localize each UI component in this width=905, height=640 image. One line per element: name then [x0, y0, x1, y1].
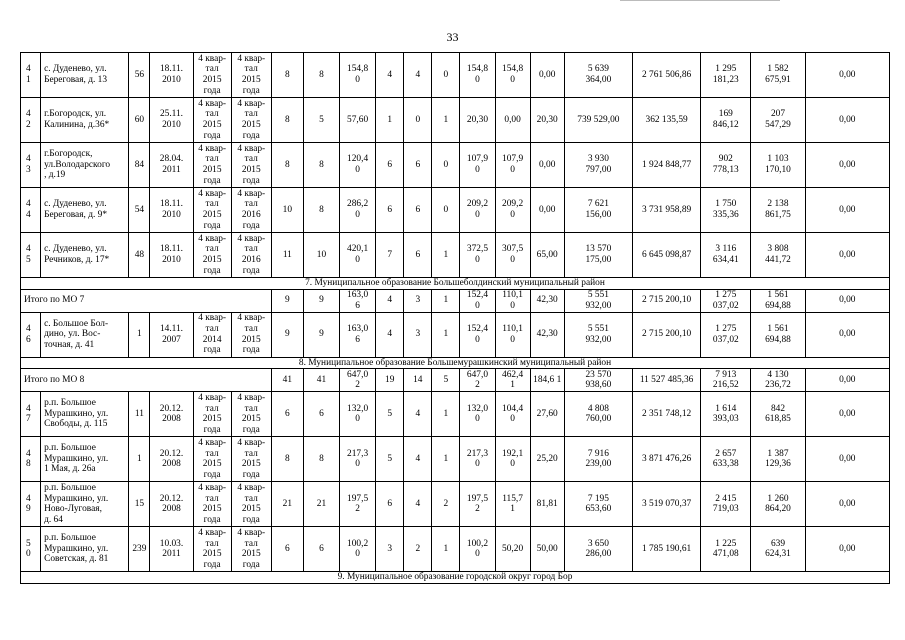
cell-c17: 1 295 181,23 — [701, 53, 751, 98]
cell-c7: 10 — [303, 233, 339, 278]
row-number: 4 5 — [21, 233, 41, 278]
actual-date-cell: 4 квар- тал 2016 года — [231, 233, 271, 278]
cell-c12: 132,0 0 — [460, 392, 495, 437]
cell-c19: 0,00 — [805, 392, 889, 437]
cell-c17: 902 778,13 — [701, 143, 751, 188]
table-row — [21, 392, 890, 437]
cell-c13: 110,1 0 — [495, 312, 530, 357]
row-number: 5 0 — [21, 527, 41, 572]
cell-c6: 9 — [271, 289, 303, 312]
cell-c11: 2 — [432, 482, 460, 527]
cell-c10: 4 — [404, 437, 432, 482]
cell-c13: 154,8 0 — [495, 53, 530, 98]
cell-c13: 462,4 1 — [495, 369, 530, 392]
cell-c8: 132,0 0 — [340, 392, 376, 437]
build-year-cell: 15 — [129, 482, 150, 527]
cell-c17: 1 750 335,36 — [701, 188, 751, 233]
emergency-date-cell: 25.11. 2010 — [150, 98, 193, 143]
cell-c19: 0,00 — [805, 437, 889, 482]
emergency-date-cell: 20.12. 2008 — [150, 482, 193, 527]
cell-c19: 0,00 — [805, 98, 889, 143]
cell-c6: 21 — [271, 482, 303, 527]
cell-c14: 25,20 — [530, 437, 564, 482]
cell-c11: 1 — [432, 233, 460, 278]
cell-c8: 100,2 0 — [340, 527, 376, 572]
cell-c8: 57,60 — [340, 98, 376, 143]
cell-c7: 9 — [303, 312, 339, 357]
cell-c10: 6 — [404, 233, 432, 278]
cell-c16: 6 645 098,87 — [632, 233, 700, 278]
cell-c14: 20,30 — [530, 98, 564, 143]
cell-c13: 307,5 0 — [495, 233, 530, 278]
cell-c15: 7 916 239,00 — [564, 437, 632, 482]
cell-c11: 0 — [432, 188, 460, 233]
cell-c17: 1 225 471,08 — [701, 527, 751, 572]
cell-c18: 207 547,29 — [751, 98, 805, 143]
section-title: 8. Муниципальное образование Большемурашкинский муниципальный район — [21, 357, 890, 369]
cell-c16: 2 351 748,12 — [632, 392, 700, 437]
address-cell: г.Богородск, ул. Калинина, д.36* — [41, 98, 129, 143]
build-year-cell: 1 — [129, 437, 150, 482]
table-row — [21, 437, 890, 482]
cell-c9: 19 — [376, 369, 404, 392]
table-row — [21, 312, 890, 357]
cell-c11: 0 — [432, 143, 460, 188]
build-year-cell: 56 — [129, 53, 150, 98]
address-cell: с. Дуденево, ул. Речников, д. 17* — [41, 233, 129, 278]
build-year-cell: 48 — [129, 233, 150, 278]
cell-c11: 1 — [432, 98, 460, 143]
table-row — [21, 482, 890, 527]
cell-c6: 6 — [271, 392, 303, 437]
total-label: Итого по МО 8 — [21, 369, 272, 392]
cell-c17: 7 913 216,52 — [701, 369, 751, 392]
cell-c7: 21 — [303, 482, 339, 527]
cell-c10: 6 — [404, 143, 432, 188]
cell-c19: 0,00 — [805, 482, 889, 527]
cell-c11: 5 — [432, 369, 460, 392]
housing-program-table — [20, 52, 890, 584]
cell-c16: 2 715 200,10 — [632, 312, 700, 357]
cell-c6: 9 — [271, 312, 303, 357]
cell-c7: 41 — [303, 369, 339, 392]
cell-c7: 5 — [303, 98, 339, 143]
cell-c10: 4 — [404, 392, 432, 437]
build-year-cell: 239 — [129, 527, 150, 572]
planned-date-cell: 4 квар- тал 2015 года — [193, 437, 231, 482]
cell-c19: 0,00 — [805, 53, 889, 98]
cell-c16: 3 731 958,89 — [632, 188, 700, 233]
cell-c8: 217,3 0 — [340, 437, 376, 482]
cell-c9: 5 — [376, 437, 404, 482]
cell-c9: 6 — [376, 482, 404, 527]
row-number: 4 6 — [21, 312, 41, 357]
cell-c15: 23 570 938,60 — [564, 369, 632, 392]
cell-c7: 8 — [303, 143, 339, 188]
cell-c18: 1 561 694,88 — [751, 312, 805, 357]
cell-c19: 0,00 — [805, 233, 889, 278]
cell-c12: 217,3 0 — [460, 437, 495, 482]
cell-c13: 0,00 — [495, 98, 530, 143]
cell-c15: 5 639 364,00 — [564, 53, 632, 98]
row-number: 4 2 — [21, 98, 41, 143]
cell-c14: 81,81 — [530, 482, 564, 527]
address-cell: р.п. Большое Мурашкино, ул. Свободы, д. 115 — [41, 392, 129, 437]
cell-c15: 4 808 760,00 — [564, 392, 632, 437]
cell-c16: 1 785 190,61 — [632, 527, 700, 572]
row-number: 4 7 — [21, 392, 41, 437]
table-row — [21, 53, 890, 98]
build-year-cell: 1 — [129, 312, 150, 357]
cell-c14: 0,00 — [530, 188, 564, 233]
cell-c15: 7 195 653,60 — [564, 482, 632, 527]
cell-c14: 65,00 — [530, 233, 564, 278]
cell-c8: 163,0 6 — [340, 289, 376, 312]
actual-date-cell: 4 квар- тал 2015 года — [231, 98, 271, 143]
cell-c13: 107,9 0 — [495, 143, 530, 188]
cell-c14: 42,30 — [530, 312, 564, 357]
cell-c14: 184,6 1 — [530, 369, 564, 392]
cell-c10: 4 — [404, 482, 432, 527]
emergency-date-cell: 18.11. 2010 — [150, 233, 193, 278]
cell-c7: 8 — [303, 53, 339, 98]
cell-c17: 169 846,12 — [701, 98, 751, 143]
cell-c6: 41 — [271, 369, 303, 392]
planned-date-cell: 4 квар- тал 2015 года — [193, 233, 231, 278]
cell-c8: 120,4 0 — [340, 143, 376, 188]
cell-c8: 197,5 2 — [340, 482, 376, 527]
section-header-row — [21, 278, 890, 290]
actual-date-cell: 4 квар- тал 2015 года — [231, 437, 271, 482]
cell-c12: 154,8 0 — [460, 53, 495, 98]
actual-date-cell: 4 квар- тал 2016 года — [231, 188, 271, 233]
cell-c14: 0,00 — [530, 143, 564, 188]
cell-c13: 192,1 0 — [495, 437, 530, 482]
cell-c18: 4 130 236,72 — [751, 369, 805, 392]
total-label: Итого по МО 7 — [21, 289, 272, 312]
row-number: 4 4 — [21, 188, 41, 233]
emergency-date-cell: 10.03. 2011 — [150, 527, 193, 572]
cell-c12: 152,4 0 — [460, 312, 495, 357]
planned-date-cell: 4 квар- тал 2015 года — [193, 188, 231, 233]
cell-c15: 7 621 156,00 — [564, 188, 632, 233]
cell-c9: 4 — [376, 53, 404, 98]
cell-c17: 1 614 393,03 — [701, 392, 751, 437]
cell-c11: 1 — [432, 392, 460, 437]
cell-c11: 1 — [432, 437, 460, 482]
cell-c17: 2 415 719,03 — [701, 482, 751, 527]
cell-c13: 115,7 1 — [495, 482, 530, 527]
cell-c15: 739 529,00 — [564, 98, 632, 143]
cell-c12: 107,9 0 — [460, 143, 495, 188]
cell-c12: 152,4 0 — [460, 289, 495, 312]
cell-c7: 8 — [303, 437, 339, 482]
cell-c15: 13 570 175,00 — [564, 233, 632, 278]
total-row — [21, 289, 890, 312]
cell-c9: 5 — [376, 392, 404, 437]
actual-date-cell: 4 квар- тал 2015 года — [231, 527, 271, 572]
cell-c9: 3 — [376, 527, 404, 572]
cell-c11: 0 — [432, 53, 460, 98]
cell-c10: 2 — [404, 527, 432, 572]
planned-date-cell: 4 квар- тал 2015 года — [193, 392, 231, 437]
address-cell: с. Большое Бол- дино, ул. Вос- точная, д. 41 — [41, 312, 129, 357]
actual-date-cell: 4 квар- тал 2015 года — [231, 312, 271, 357]
cell-c8: 286,2 0 — [340, 188, 376, 233]
cell-c10: 6 — [404, 188, 432, 233]
cell-c18: 1 582 675,91 — [751, 53, 805, 98]
cell-c14: 0,00 — [530, 53, 564, 98]
cell-c16: 362 135,59 — [632, 98, 700, 143]
section-header-row — [21, 357, 890, 369]
row-number: 4 8 — [21, 437, 41, 482]
cell-c19: 0,00 — [805, 188, 889, 233]
planned-date-cell: 4 квар- тал 2015 года — [193, 482, 231, 527]
cell-c10: 3 — [404, 289, 432, 312]
table-row — [21, 143, 890, 188]
cell-c13: 104,4 0 — [495, 392, 530, 437]
emergency-date-cell: 14.11. 2007 — [150, 312, 193, 357]
cell-c6: 8 — [271, 53, 303, 98]
cell-c12: 20,30 — [460, 98, 495, 143]
section-title: 9. Муниципальное образование городской округ город Бор — [21, 572, 890, 584]
actual-date-cell: 4 квар- тал 2015 года — [231, 482, 271, 527]
cell-c8: 163,0 6 — [340, 312, 376, 357]
cell-c10: 3 — [404, 312, 432, 357]
cell-c19: 0,00 — [805, 143, 889, 188]
cell-c9: 4 — [376, 289, 404, 312]
cell-c18: 842 618,85 — [751, 392, 805, 437]
planned-date-cell: 4 квар- тал 2015 года — [193, 53, 231, 98]
total-row — [21, 369, 890, 392]
cell-c6: 8 — [271, 437, 303, 482]
cell-c16: 2 715 200,10 — [632, 289, 700, 312]
cell-c13: 209,2 0 — [495, 188, 530, 233]
table-row — [21, 98, 890, 143]
section-header-row — [21, 572, 890, 584]
actual-date-cell: 4 квар- тал 2015 года — [231, 143, 271, 188]
planned-date-cell: 4 квар- тал 2015 года — [193, 527, 231, 572]
planned-date-cell: 4 квар- тал 2015 года — [193, 98, 231, 143]
cell-c8: 154,8 0 — [340, 53, 376, 98]
row-number: 4 3 — [21, 143, 41, 188]
cell-c13: 110,1 0 — [495, 289, 530, 312]
cell-c6: 11 — [271, 233, 303, 278]
cell-c18: 1 387 129,36 — [751, 437, 805, 482]
cell-c15: 5 551 932,00 — [564, 312, 632, 357]
cell-c7: 6 — [303, 527, 339, 572]
emergency-date-cell: 20.12. 2008 — [150, 437, 193, 482]
address-cell: г.Богородск, ул.Володарского , д.19 — [41, 143, 129, 188]
cell-c9: 7 — [376, 233, 404, 278]
cell-c6: 10 — [271, 188, 303, 233]
cell-c12: 209,2 0 — [460, 188, 495, 233]
address-cell: р.п. Большое Мурашкино, ул. Советская, д. 81 — [41, 527, 129, 572]
cell-c15: 5 551 932,00 — [564, 289, 632, 312]
cell-c16: 1 924 848,77 — [632, 143, 700, 188]
cell-c18: 1 260 864,20 — [751, 482, 805, 527]
cell-c6: 8 — [271, 98, 303, 143]
section-title: 7. Муниципальное образование Большеболдинский муниципальный район — [21, 278, 890, 290]
cell-c16: 2 761 506,86 — [632, 53, 700, 98]
cell-c9: 1 — [376, 98, 404, 143]
cell-c7: 9 — [303, 289, 339, 312]
table-row — [21, 188, 890, 233]
cell-c8: 420,1 0 — [340, 233, 376, 278]
cell-c10: 14 — [404, 369, 432, 392]
emergency-date-cell: 18.11. 2010 — [150, 53, 193, 98]
cell-c10: 0 — [404, 98, 432, 143]
build-year-cell: 60 — [129, 98, 150, 143]
cell-c9: 6 — [376, 143, 404, 188]
cell-c7: 8 — [303, 188, 339, 233]
cell-c6: 6 — [271, 527, 303, 572]
cell-c18: 2 138 861,75 — [751, 188, 805, 233]
build-year-cell: 11 — [129, 392, 150, 437]
cell-c9: 4 — [376, 312, 404, 357]
actual-date-cell: 4 квар- тал 2015 года — [231, 392, 271, 437]
emergency-date-cell: 20.12. 2008 — [150, 392, 193, 437]
cell-c18: 639 624,31 — [751, 527, 805, 572]
cell-c6: 8 — [271, 143, 303, 188]
cell-c14: 42,30 — [530, 289, 564, 312]
cell-c17: 3 116 634,41 — [701, 233, 751, 278]
row-number: 4 1 — [21, 53, 41, 98]
cell-c16: 3 871 476,26 — [632, 437, 700, 482]
table-row — [21, 233, 890, 278]
actual-date-cell: 4 квар- тал 2015 года — [231, 53, 271, 98]
cell-c19: 0,00 — [805, 527, 889, 572]
scan-edge-line — [620, 0, 780, 1]
cell-c11: 1 — [432, 527, 460, 572]
cell-c18: 1 103 170,10 — [751, 143, 805, 188]
cell-c17: 1 275 037,02 — [701, 289, 751, 312]
cell-c19: 0,00 — [805, 369, 889, 392]
address-cell: р.п. Большое Мурашкино, ул. Ново-Луговая, д. 64 — [41, 482, 129, 527]
cell-c12: 197,5 2 — [460, 482, 495, 527]
cell-c13: 50,20 — [495, 527, 530, 572]
build-year-cell: 54 — [129, 188, 150, 233]
cell-c17: 1 275 037,02 — [701, 312, 751, 357]
table-row — [21, 527, 890, 572]
cell-c8: 647,0 2 — [340, 369, 376, 392]
cell-c16: 3 519 070,37 — [632, 482, 700, 527]
address-cell: с. Дуденево, ул. Береговая, д. 9* — [41, 188, 129, 233]
cell-c19: 0,00 — [805, 312, 889, 357]
cell-c11: 1 — [432, 312, 460, 357]
cell-c12: 372,5 0 — [460, 233, 495, 278]
cell-c7: 6 — [303, 392, 339, 437]
address-cell: с. Дуденево, ул. Береговая, д. 13 — [41, 53, 129, 98]
cell-c19: 0,00 — [805, 289, 889, 312]
cell-c18: 3 808 441,72 — [751, 233, 805, 278]
address-cell: р.п. Большое Мурашкино, ул. 1 Мая, д. 26а — [41, 437, 129, 482]
cell-c9: 6 — [376, 188, 404, 233]
row-number: 4 9 — [21, 482, 41, 527]
build-year-cell: 84 — [129, 143, 150, 188]
planned-date-cell: 4 квар- тал 2015 года — [193, 143, 231, 188]
cell-c16: 11 527 485,36 — [632, 369, 700, 392]
cell-c15: 3 930 797,00 — [564, 143, 632, 188]
cell-c17: 2 657 633,38 — [701, 437, 751, 482]
cell-c15: 3 650 286,00 — [564, 527, 632, 572]
page-number: 33 — [446, 30, 459, 44]
planned-date-cell: 4 квар- тал 2014 года — [193, 312, 231, 357]
emergency-date-cell: 28.04. 2011 — [150, 143, 193, 188]
emergency-date-cell: 18.11. 2010 — [150, 188, 193, 233]
cell-c14: 27,60 — [530, 392, 564, 437]
cell-c12: 100,2 0 — [460, 527, 495, 572]
cell-c11: 1 — [432, 289, 460, 312]
cell-c12: 647,0 2 — [460, 369, 495, 392]
cell-c10: 4 — [404, 53, 432, 98]
cell-c14: 50,00 — [530, 527, 564, 572]
cell-c18: 1 561 694,88 — [751, 289, 805, 312]
